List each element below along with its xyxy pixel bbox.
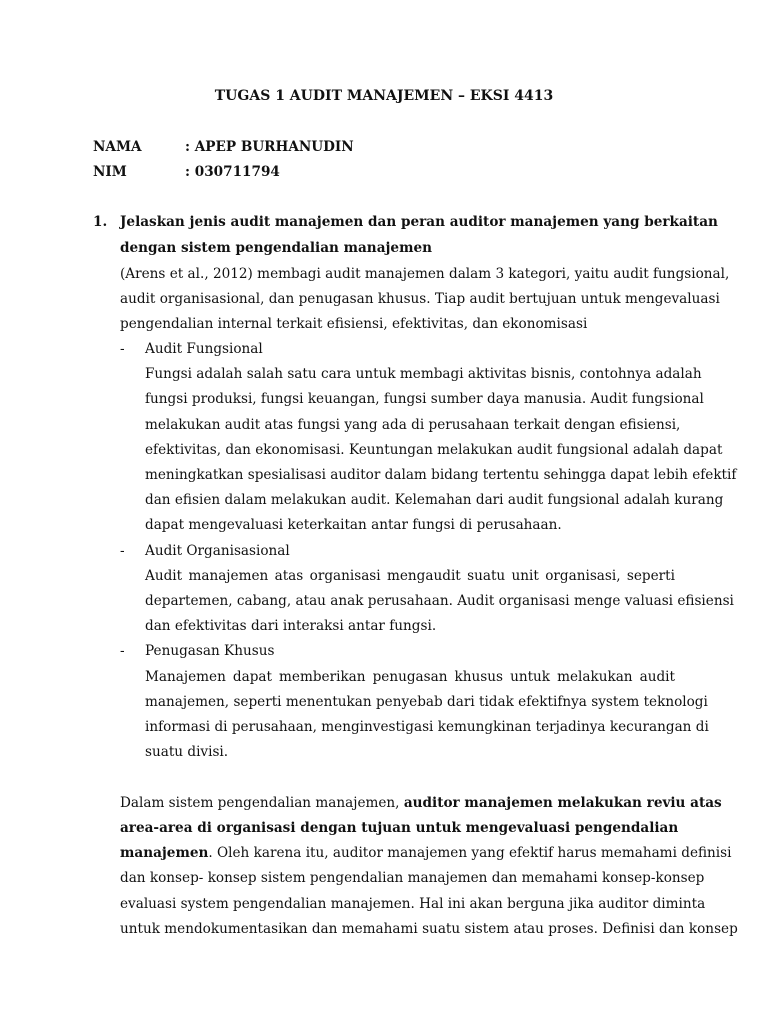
bullet-line: Fungsi adalah salah satu cara untuk membagi aktivitas bisnis, contohnya adalah — [145, 366, 702, 382]
bullet-line: melakukan audit atas fungsi yang ada di perusahaan terkait dengan efisiensi, — [145, 417, 681, 433]
bullet-line: dapat mengevaluasi keterkaitan antar fungsi di perusahaan. — [145, 517, 562, 533]
closing-text: . Oleh karena itu, auditor manajemen yang efektif harus memahami definisi — [208, 845, 732, 861]
nama-label: NAMA — [93, 139, 142, 155]
bullet-dash: - — [120, 543, 125, 559]
closing-text: Dalam sistem pengendalian manajemen, — [120, 795, 400, 811]
bullet-dash: - — [120, 341, 125, 357]
bullet-line: suatu divisi. — [145, 744, 229, 760]
closing-line: untuk mendokumentasikan dan memahami suatu sistem atau proses. Definisi dan konsep — [120, 921, 738, 937]
bullet-heading: Penugasan Khusus — [145, 643, 275, 659]
closing-emphasis: auditor manajemen melakukan reviu atas — [403, 795, 722, 811]
closing-line: evaluasi system pengendalian manajemen. Hal ini akan berguna jika auditor diminta — [120, 896, 706, 912]
bullet-heading: Audit Fungsional — [145, 341, 263, 357]
intro-line: pengendalian internal terkait efisiensi, efektivitas, dan ekonomisasi — [120, 316, 588, 332]
closing-line — [120, 845, 732, 861]
bullet-dash: - — [120, 643, 125, 659]
intro-line: audit organisasional, dan penugasan khusus. Tiap audit bertujuan untuk mengevaluasi — [120, 291, 720, 307]
bullet-line: efektivitas, dan ekonomisasi. Keuntungan melakukan audit fungsional adalah dapat — [145, 442, 723, 458]
bullet-line: departemen, cabang, atau anak perusahaan. Audit organisasi menge valuasi efisiensi — [145, 593, 734, 609]
bullet-heading: Audit Organisasional — [145, 543, 290, 559]
bullet-line: dan efisien dalam melakukan audit. Kelemahan dari audit fungsional adalah kurang — [145, 492, 724, 508]
bullet-line: manajemen, seperti menentukan penyebab dari tidak efektifnya system teknologi — [145, 694, 708, 710]
intro-line: (Arens et al., 2012) membagi audit manajemen dalam 3 kategori, yaitu audit fungsional, — [120, 266, 730, 282]
bullet-line: fungsi produksi, fungsi keuangan, fungsi sumber daya manusia. Audit fungsional — [145, 391, 704, 407]
nama-value: : APEP BURHANUDIN — [185, 139, 354, 155]
question-line: dengan sistem pengendalian manajemen — [120, 240, 432, 256]
closing-emphasis: manajemen — [120, 845, 209, 861]
bullet-line: informasi di perusahaan, menginvestigasi kemungkinan terjadinya kecurangan di — [145, 719, 709, 735]
bullet-line: Manajemen dapat memberikan penugasan khusus untuk melakukan audit — [145, 669, 675, 685]
bullet-line: meningkatkan spesialisasi auditor dalam bidang tertentu sehingga dapat lebih efektif — [145, 467, 737, 483]
question-line: Jelaskan jenis audit manajemen dan peran auditor manajemen yang berkaitan — [120, 214, 718, 230]
bullet-line: dan efektivitas dari interaksi antar fungsi. — [145, 618, 437, 634]
nim-value: : 030711794 — [185, 164, 280, 180]
closing-emphasis: area-area di organisasi dengan tujuan untuk mengevaluasi pengendalian — [120, 820, 679, 836]
page-title: TUGAS 1 AUDIT MANAJEMEN – EKSI 4413 — [214, 88, 554, 104]
nim-label: NIM — [93, 164, 127, 180]
closing-line: dan konsep- konsep sistem pengendalian manajemen dan memahami konsep-konsep — [120, 870, 705, 886]
question-number: 1. — [93, 214, 108, 230]
bullet-line: Audit manajemen atas organisasi mengaudit suatu unit organisasi, seperti — [145, 568, 675, 584]
closing-line — [120, 795, 722, 811]
